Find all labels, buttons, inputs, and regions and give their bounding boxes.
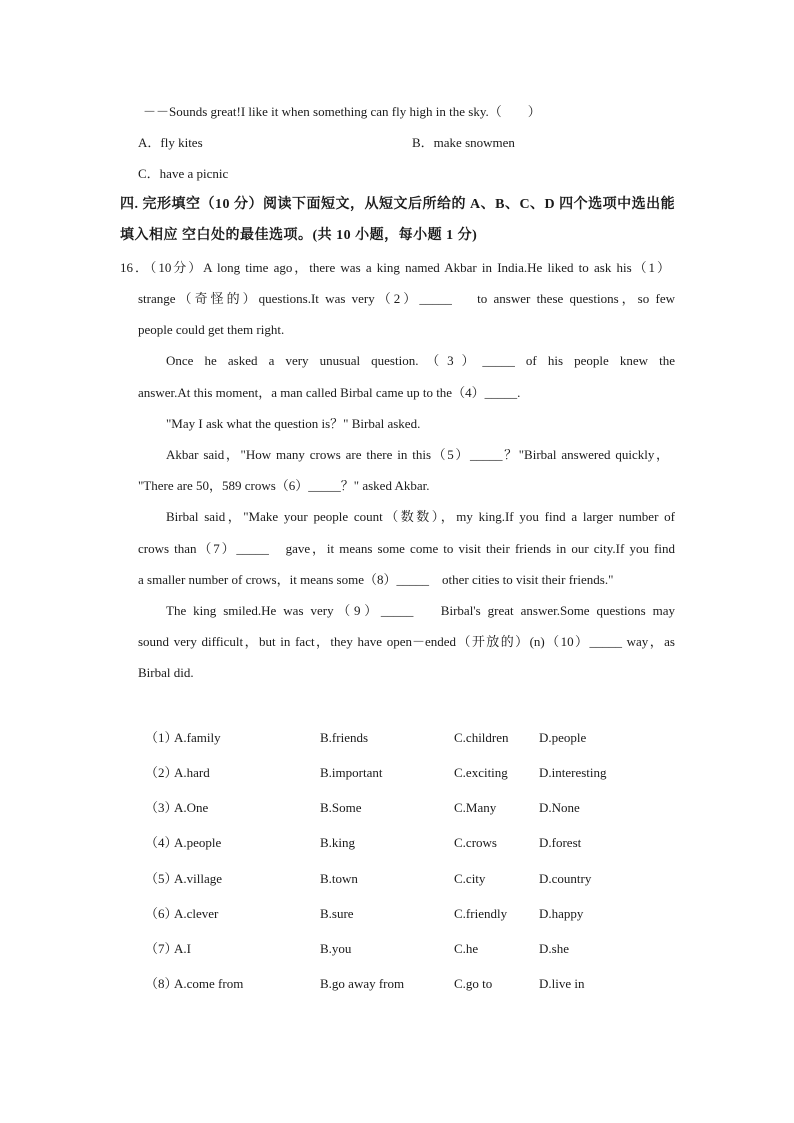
option-c: C.city <box>454 871 486 886</box>
option-b: B.Some <box>320 800 362 815</box>
option-number: （4） <box>145 835 178 850</box>
option-row <box>145 975 665 995</box>
option-c: C.exciting <box>454 765 508 780</box>
passage-line-6: "May I ask what the question is？" Birbal asked. <box>166 416 421 431</box>
option-d: D.interesting <box>539 765 607 780</box>
option-row <box>145 799 665 819</box>
passage-line-12: The king smiled.He was very（9）_____ Birbal's great answer.Some questions may <box>166 603 675 618</box>
option-c: C.children <box>454 730 509 745</box>
option-c: C.go to <box>454 976 493 991</box>
option-c: C.crows <box>454 835 497 850</box>
option-number: （1） <box>145 730 178 745</box>
section-heading-line1: 四. 完形填空（10 分）阅读下面短文，从短文后所给的 A、B、C、D 四个选项中选出能 <box>120 197 676 212</box>
passage-line-9: Birbal said，"Make your people count（数数），my king.If you find a larger number of <box>166 509 675 524</box>
option-row <box>145 940 665 960</box>
option-a: A.family <box>174 730 221 745</box>
passage-line-3: people could get them right. <box>138 322 285 337</box>
option-d: D.country <box>539 871 592 886</box>
passage-line-7: Akbar said，"How many crows are there in this（5）_____？"Birbal answered quickly， <box>166 447 669 462</box>
option-number: （6） <box>145 906 178 921</box>
option-b: B.friends <box>320 730 369 745</box>
option-d: D.forest <box>539 835 582 850</box>
option-a: A.village <box>174 871 223 886</box>
option-d: D.happy <box>539 906 584 921</box>
option-number: （5） <box>145 871 178 886</box>
option-b: B.important <box>320 765 383 780</box>
passage-line-8: "There are 50，589 crows（6）_____？" asked Akbar. <box>138 478 430 493</box>
section-heading-line2: 填入相应 空白处的最佳选项。(共 10 小题，每小题 1 分) <box>120 228 478 243</box>
option-number: （7） <box>145 941 178 956</box>
option-row <box>145 870 665 890</box>
option-c: C.friendly <box>454 906 508 921</box>
option-a: A.I <box>174 941 191 956</box>
option-number: （2） <box>145 765 178 780</box>
option-b: B.go away from <box>320 976 405 991</box>
option-a: A.come from <box>174 976 244 991</box>
option-c: C.Many <box>454 800 497 815</box>
option-b: B.town <box>320 871 358 886</box>
passage-line-14: Birbal did. <box>138 665 194 680</box>
option-d: D.people <box>539 730 587 745</box>
option-d: D.None <box>539 800 580 815</box>
passage-line-10: crows than（7）_____ gave，it means some come to visit their friends in our city.If you find <box>138 541 675 556</box>
passage-line-11: a smaller number of crows，it means some（8）_____ other cities to visit their friends." <box>138 572 614 587</box>
passage-line-1: 16．（10分）A long time ago，there was a king named Akbar in India.He liked to ask his（1） <box>120 260 670 275</box>
option-a: A.One <box>174 800 209 815</box>
passage-line-4: Once he asked a very unusual question.（3）_____ of his people knew the <box>166 353 675 368</box>
prev-option-a: A．fly kites <box>138 135 203 150</box>
option-b: B.king <box>320 835 356 850</box>
option-row <box>145 834 665 854</box>
prev-option-b: B．make snowmen <box>412 135 515 150</box>
option-row <box>145 905 665 925</box>
option-a: A.people <box>174 835 222 850</box>
passage-line-13: sound very difficult，but in fact，they have open－ended（开放的）(n)（10）_____ way，as <box>138 634 675 649</box>
option-b: B.sure <box>320 906 354 921</box>
option-a: A.hard <box>174 765 210 780</box>
prev-question-dialogue: －－Sounds great!I like it when something can fly high in the sky.（ ） <box>143 104 541 119</box>
option-b: B.you <box>320 941 352 956</box>
prev-option-c: C．have a picnic <box>138 166 229 181</box>
option-number: （3） <box>145 800 178 815</box>
option-row <box>145 729 665 749</box>
option-d: D.she <box>539 941 569 956</box>
passage-line-5: answer.At this moment，a man called Birbal came up to the（4）_____. <box>138 385 521 400</box>
option-d: D.live in <box>539 976 585 991</box>
option-a: A.clever <box>174 906 219 921</box>
option-number: （8） <box>145 976 178 991</box>
option-row <box>145 764 665 784</box>
option-c: C.he <box>454 941 479 956</box>
passage-line-2: strange（奇怪的）questions.It was very（2）_____ to answer these questions，so few <box>138 291 675 306</box>
